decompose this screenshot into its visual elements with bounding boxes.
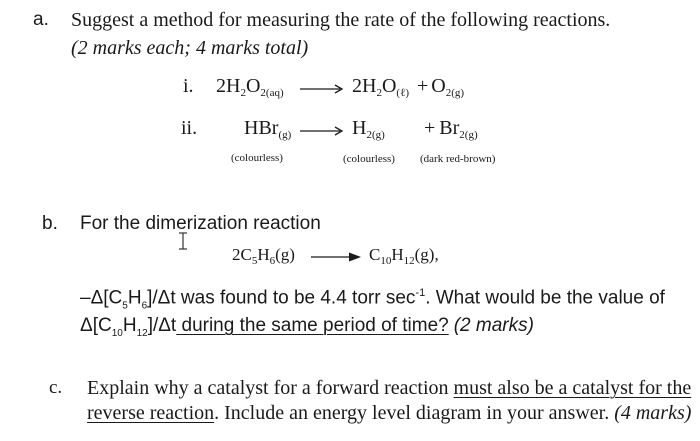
reaction-ii-product-h2: $H_{2(g)}$: [352, 117, 385, 141]
reaction-ii-number: ii.: [181, 117, 198, 139]
dimerization-product: $C_{10}H_{12}(g)$,: [369, 245, 439, 267]
reaction-i-number: i.: [183, 75, 194, 97]
part-a-question-line1: Suggest a method for measuring the rate of the following reactions.: [71, 9, 611, 31]
label-colourless-reactant: (colourless): [231, 152, 283, 164]
part-b-question-line: $\Delta[C_{10}H_{12}]/\Delta t$ during the same period of time? (2 marks): [80, 315, 534, 339]
reaction-ii-reactant: HBr$_{(g)}$: [244, 117, 292, 141]
part-a-label: a.: [33, 9, 49, 30]
part-b-rate-line: $-\Delta[C_5H_6]/\Delta t$ was found to be 4.4 torr $\sec^{-1}$. What would be the value of: [80, 287, 665, 312]
dimerization-reactant: $2C_5H_6(g)$: [232, 245, 295, 267]
text-cursor-icon: [176, 231, 190, 251]
part-c-line2: reverse reaction. Include an energy level diagram in your answer. (4 marks): [87, 402, 692, 424]
part-b-label: b.: [42, 213, 58, 234]
dimerization-arrow: [311, 251, 363, 263]
reaction-ii-product-br2: + $Br_{2(g)}$: [424, 117, 478, 141]
part-c-label: c.: [49, 377, 63, 398]
reaction-i-reactant: $2H_2O_{2(aq)}$: [216, 75, 284, 99]
reaction-i-products: $2H_2O_{(\ell)} + O_{2(g)}$: [352, 75, 465, 99]
part-a-marks: (2 marks each; 4 marks total): [71, 37, 309, 59]
reaction-ii-arrow: [300, 125, 346, 137]
reaction-i-arrow: [300, 83, 346, 95]
part-c-line1: Explain why a catalyst for a forward reaction must also be a catalyst for the: [87, 377, 692, 399]
label-dark-red-brown: (dark red-brown): [420, 153, 496, 165]
label-colourless-h2: (colourless): [343, 153, 395, 165]
part-b-intro: For the dimerization reaction: [80, 213, 321, 234]
